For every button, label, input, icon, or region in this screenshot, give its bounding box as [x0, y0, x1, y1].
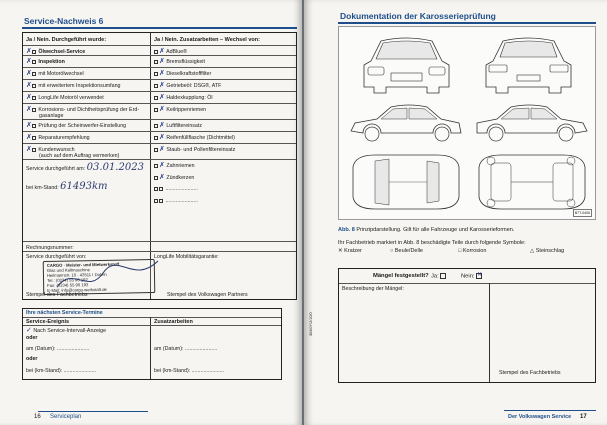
- defects-question: Mängel festgestellt?: [373, 273, 429, 279]
- service-item-5[interactable]: ✗ LongLife Motoröl verwendet: [26, 93, 104, 101]
- performed-by-label: Service durchgeführt von:: [26, 254, 87, 260]
- extra-work-timing-belt[interactable]: ✗ Zahnriemen: [154, 162, 195, 169]
- right-stamp-label: Stempel des Fachbetriebs: [499, 370, 561, 376]
- extra-work-spark-plugs[interactable]: ✗ Zündkerzen: [154, 174, 194, 181]
- extra-work-5[interactable]: ✗ Haldexkupplung: Öl: [154, 94, 213, 101]
- car-diagram: [338, 26, 596, 220]
- stamp-line-6: E-Mail: info@cargo-werkstatt.de: [47, 286, 107, 293]
- legend-item-3: □ Korrosion: [458, 248, 487, 254]
- stamp-line-1: CARGO · Meister- und Mietwerkstoff: [46, 261, 120, 268]
- extra-work-blank-1[interactable]: ......................: [154, 186, 198, 192]
- footer-rule-left: [38, 411, 148, 412]
- extra-work-7[interactable]: ✗ Luftfiltereinsatz: [154, 122, 202, 129]
- stamp-label-workshop: Stempel des Fachbetriebs: [26, 292, 88, 298]
- stamp-line-4: Tel.: (0234) 55 90 192: [47, 277, 88, 283]
- defects-yes[interactable]: Ja:: [431, 273, 447, 280]
- side-code: 303/0Y/2/10/0: [309, 312, 313, 336]
- col-service-event: Service-Ereignis: [26, 319, 70, 325]
- service-item-6[interactable]: ✗ Korrosions- und Dichtheitsprüfung der Erd- gasanlage: [26, 105, 140, 119]
- signature-scribble: [53, 255, 163, 297]
- km-field[interactable]: bei km-Stand: 61493km: [26, 181, 108, 192]
- col-header-performed: Ja / Nein. Durchgeführt wurde:: [26, 37, 107, 43]
- next-km-right: bei (km-Stand): ......................: [154, 368, 225, 374]
- extra-work-blank-2[interactable]: ......................: [154, 198, 198, 204]
- service-item-9[interactable]: ✗ Kundenwunsch (auch auf dem Auftrag vermerken): [26, 145, 120, 159]
- service-record-table: [22, 32, 297, 300]
- next-event-interval: ✓ Nach Service-Intervall-Anzeige: [26, 326, 107, 334]
- defects-table: [338, 268, 596, 383]
- next-service-title: Ihre nächsten Service-Termine: [26, 310, 103, 316]
- service-item-4[interactable]: ✗ mit erweitertem Inspektionsumfang: [26, 81, 121, 89]
- next-date-left: am (Datum): ......................: [26, 346, 90, 352]
- service-record-title: Service-Nachweis 6: [24, 16, 104, 26]
- page-number-left: 16: [34, 414, 41, 420]
- title-rule-right: [338, 22, 596, 24]
- left-page: [0, 0, 302, 425]
- right-page: [304, 0, 607, 425]
- page-number-right: 17: [580, 414, 587, 420]
- extra-work-8[interactable]: ✗ Reifenfüllflasche (Dichtmittel): [154, 134, 235, 141]
- or-label-1: oder: [26, 335, 38, 341]
- figure-caption: Abb. 8 Prinzipdarstellung. Gilt für alle Fahrzeuge und Karosserieformen.: [338, 227, 515, 233]
- or-label-2: oder: [26, 356, 38, 362]
- extra-work-2[interactable]: ✗ Bremsflüssigkeit: [154, 58, 205, 65]
- car-side-right-view: [473, 101, 591, 147]
- stamp-line-2: Glas und Kaltmaschine: [46, 267, 90, 273]
- footer-label-left: Serviceplan: [50, 414, 82, 420]
- legend-intro: Ihr Fachbetrieb markiert in Abb. 8 beschädigte Teile durch folgende Symbole:: [338, 240, 526, 246]
- legend-item-4: △ Steinschlag: [530, 248, 565, 254]
- stamp-label-partner: Stempel des Volkswagen Partners: [167, 292, 248, 298]
- next-service-table: [22, 308, 282, 380]
- car-top-view: [345, 151, 465, 213]
- next-km-left: bei (km-Stand): ......................: [26, 368, 97, 374]
- next-date-right: am (Datum): ......................: [154, 346, 218, 352]
- service-date-field[interactable]: Service durchgeführt am: 03.01.2023: [26, 162, 144, 173]
- service-item-8[interactable]: ✗ Reparaturempfehlung: [26, 133, 90, 141]
- car-side-left-view: [347, 101, 465, 147]
- car-underbody-view: [471, 151, 591, 213]
- extra-work-4[interactable]: ✗ Getriebeöl: DSG®, ATF: [154, 82, 221, 89]
- service-item-1[interactable]: ✗ Ölwechsel-Service: [26, 47, 86, 55]
- car-rear-view: [481, 33, 576, 99]
- legend-item-2: ○ Beule/Delle: [390, 248, 423, 254]
- footer-label-right: Der Volkswagen Service: [508, 414, 572, 420]
- defects-description-label: Beschreibung der Mängel:: [342, 286, 404, 292]
- service-item-2[interactable]: ✗ Inspektion: [26, 57, 65, 65]
- extra-work-9[interactable]: ✗ Staub- und Pollenfiltereinsatz: [154, 146, 235, 153]
- car-front-view: [359, 33, 454, 99]
- invoice-label: Rechnungsnummer:: [26, 245, 74, 251]
- service-item-7[interactable]: ✗ Prüfung der Scheinwerfer-Einstellung: [26, 121, 127, 129]
- col-additional-work: Zusatzarbeiten: [154, 319, 193, 325]
- body-inspection-title: Dokumentation der Karosseriеprüfung: [340, 11, 496, 21]
- mobility-guarantee-label: LongLife Mobilitätsgarantie:: [154, 254, 219, 260]
- service-item-3[interactable]: ✗ mit Motorölwechsel: [26, 69, 84, 77]
- stamp-line-5: Fax: (0234) 55 90 193: [47, 282, 89, 288]
- stamp-line-3: Heilmannstr. 10 · 43511 I Doteln: [46, 271, 107, 278]
- defects-no[interactable]: Nein: ✕: [461, 271, 483, 280]
- title-rule: [22, 27, 297, 29]
- extra-work-6[interactable]: ✗ Keilrippenriemen: [154, 106, 206, 113]
- col-header-additional: Ja / Nein. Zusatzarbeiten – Wechsel von:: [154, 37, 260, 43]
- extra-work-3[interactable]: ✗ Dieselkraftstofffilter: [154, 70, 211, 77]
- legend-item-1: ✕ Kratzer: [338, 248, 362, 254]
- image-code: B7T-0406: [574, 211, 590, 215]
- footer-rule-right: [504, 410, 596, 411]
- extra-work-1[interactable]: ✗ AdBlue®: [154, 48, 187, 55]
